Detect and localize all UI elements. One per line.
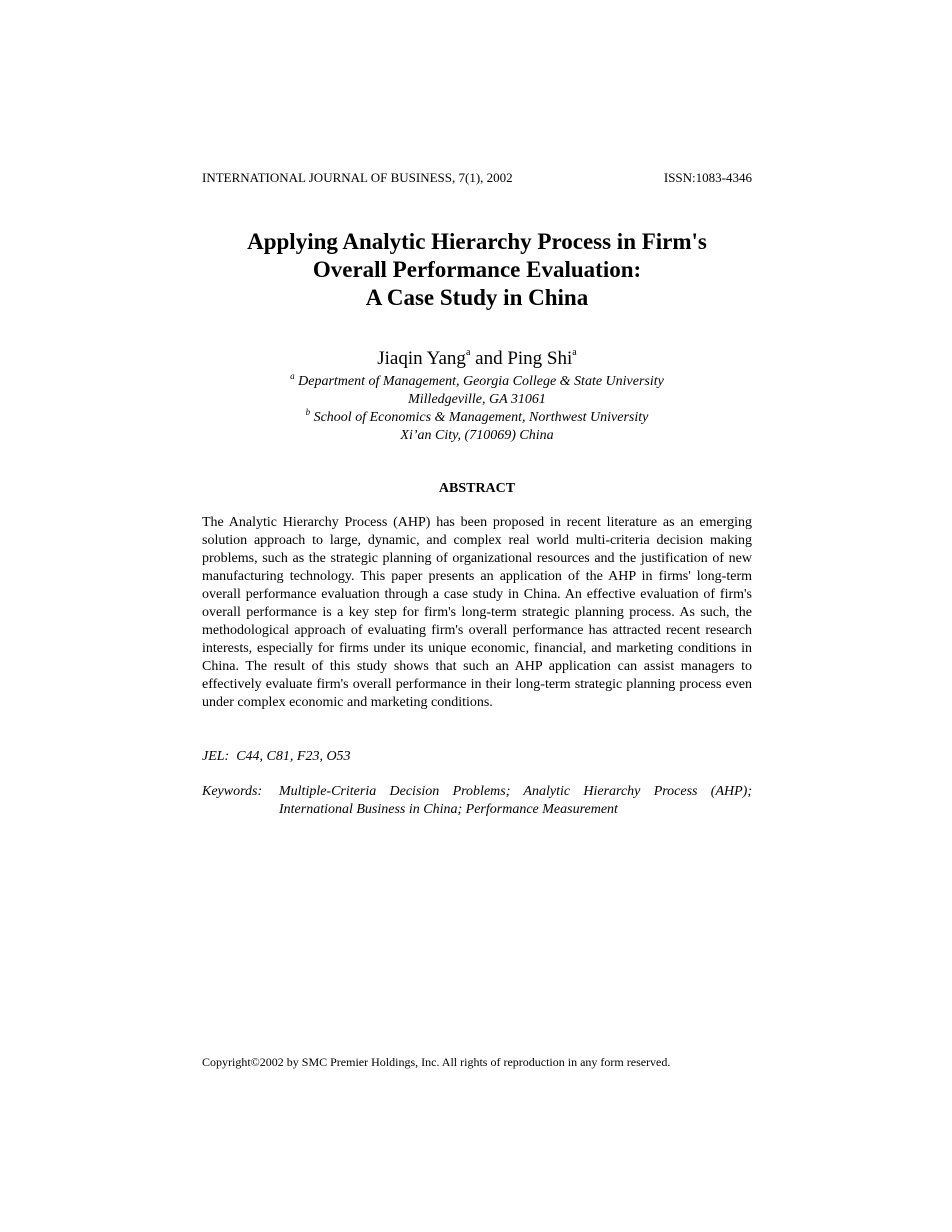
title-line-1: Applying Analytic Hierarchy Process in Firm's: [247, 229, 707, 254]
abstract-text: The Analytic Hierarchy Process (AHP) has been proposed in recent literature as an emerging solution approach to large, dynamic, and complex real world multi-criteria decision making problems, such as the strategic planning of organizational resources and the justification of new manufacturing technology. This paper presents an application of the AHP in firms' long-term overall performance evaluation through a case study in China. An effective evaluation of firm's overall performance is a key step for firm's long-term strategic planning process. As such, the methodological approach of evaluating firm's overall performance has attracted recent research interests, especially for firms under its unique economic, financial, and marketing conditions in China. The result of this study shows that such an AHP application can assist managers to effectively evaluate firm's overall performance in their long-term strategic planning process even under complex economic and marketing conditions.: [202, 515, 752, 710]
author-1-affiliation-mark: a: [465, 347, 471, 358]
affiliation-a-department: Department of Management, Georgia College & State University: [298, 374, 664, 389]
journal-citation: INTERNATIONAL JOURNAL OF BUSINESS, 7(1), 2002: [202, 170, 513, 185]
keywords-list: [279, 783, 752, 819]
affiliation-a-mark: a: [290, 371, 295, 381]
affiliation-b-department: School of Economics & Management, Northwest University: [313, 410, 649, 425]
paper-title: [172, 228, 782, 312]
affiliation-b-line-1: [202, 409, 752, 427]
keywords-line-1: Multiple-Criteria Decision Problems; Analytic Hierarchy Process (AHP);: [279, 784, 752, 799]
issn: ISSN:1083-4346: [663, 170, 752, 185]
affiliation-b-mark: b: [305, 407, 311, 417]
title-line-3: A Case Study in China: [365, 285, 589, 310]
author-conjunction: and: [470, 348, 508, 369]
author-name-2: Ping Shi: [507, 348, 573, 369]
copyright-notice: Copyright©2002 by SMC Premier Holdings, Inc. All rights of reproduction in any form reserved.: [202, 1055, 671, 1069]
jel-codes: JEL: C44, C81, F23, O53: [202, 749, 351, 764]
author-list: [202, 348, 752, 370]
affiliation-a-line-2: Milledgeville, GA 31061: [408, 392, 546, 407]
affiliation-a-line-1: [202, 373, 752, 391]
keywords-label: Keywords:: [202, 784, 263, 799]
abstract-heading: ABSTRACT: [438, 481, 516, 496]
keywords-line-2: International Business in China; Performance Measurement: [279, 802, 618, 817]
author-2-affiliation-mark: a: [572, 347, 577, 358]
affiliation-b-line-2: Xi’an City, (710069) China: [400, 428, 554, 443]
paper-page: [202, 0, 752, 1232]
title-line-2: Overall Performance Evaluation:: [312, 257, 642, 282]
author-name-1: Jiaqin Yang: [377, 348, 466, 369]
affiliations: [202, 373, 752, 445]
